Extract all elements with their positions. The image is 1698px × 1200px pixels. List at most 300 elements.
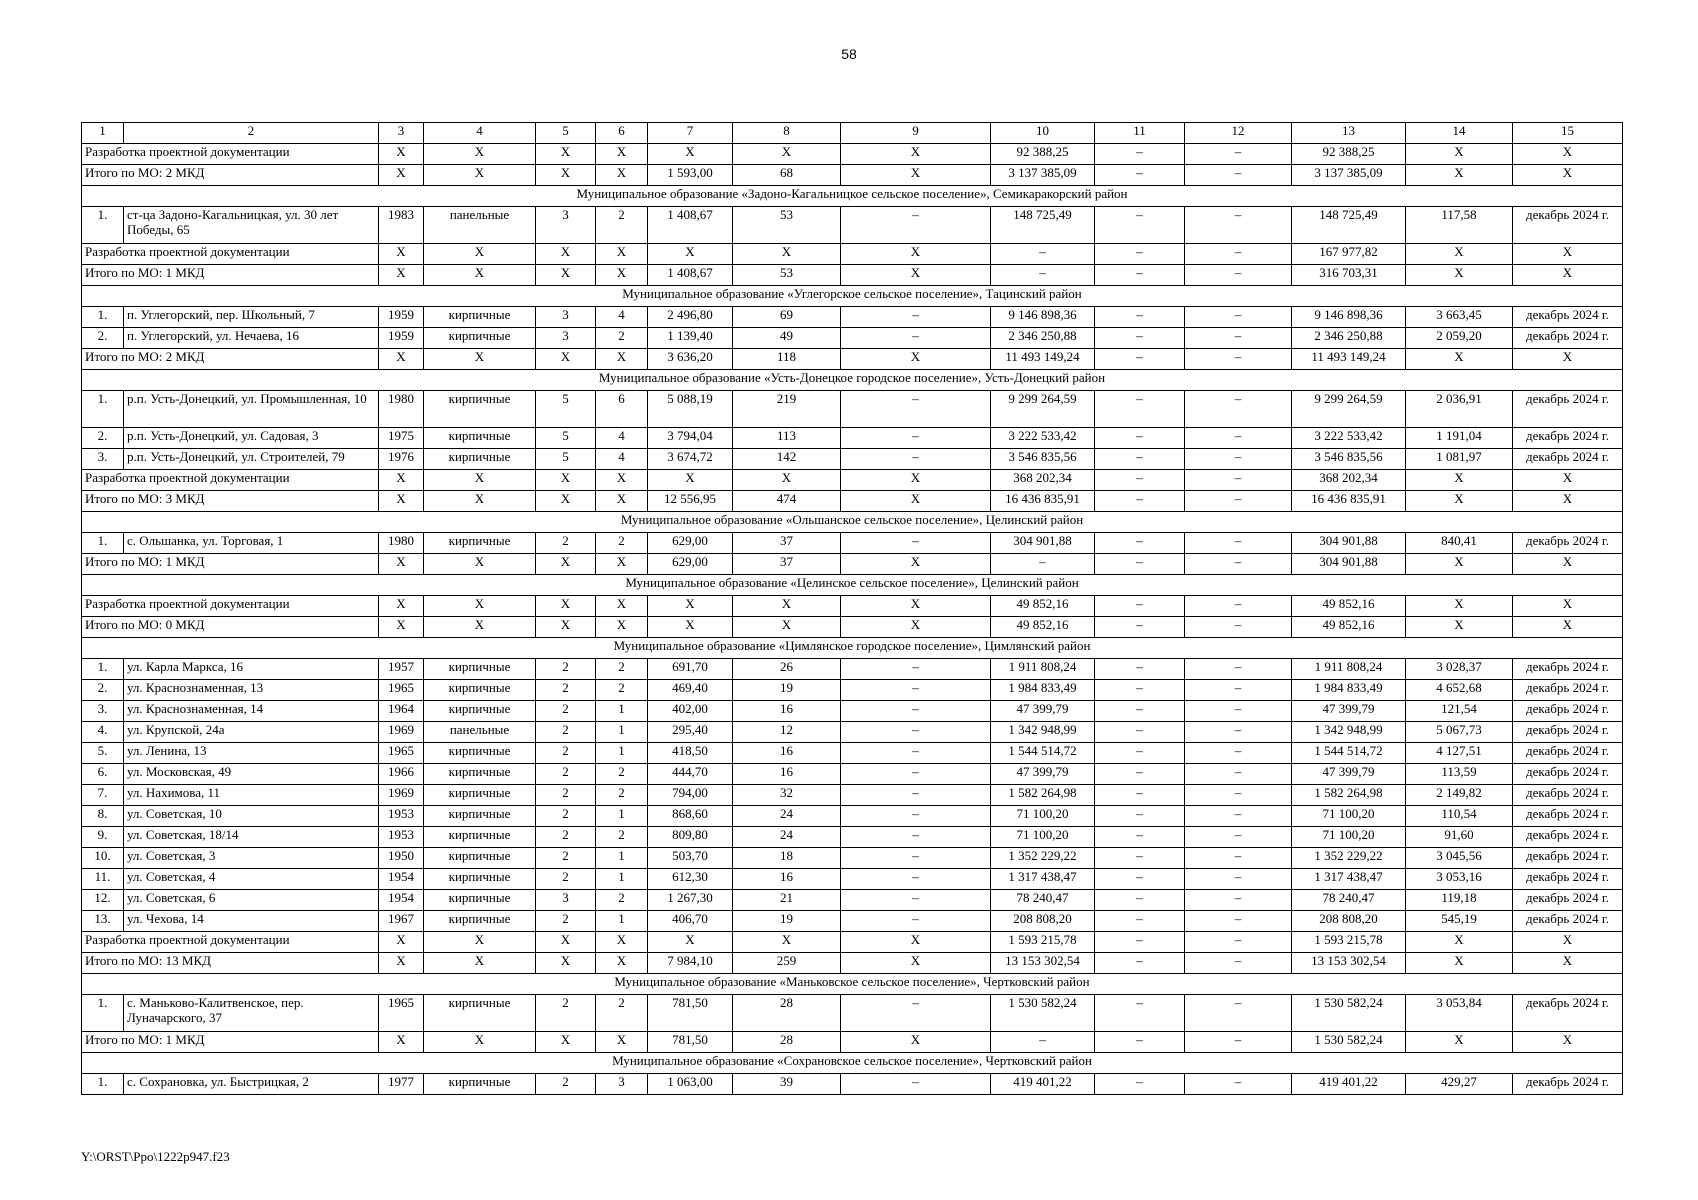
table-cell: X [733,144,841,165]
table-cell: 16 [733,764,841,785]
table-cell: 47 399,79 [1292,764,1406,785]
table-cell: X [733,596,841,617]
table-cell: 2 [596,533,648,554]
table-cell: 429,27 [1406,1074,1513,1095]
table-cell: X [841,932,991,953]
table-cell: панельные [424,722,536,743]
header-cell: 5 [536,123,596,144]
table-cell: 304 901,88 [991,533,1095,554]
table-cell: X [1406,491,1513,512]
table-cell: кирпичные [424,533,536,554]
table-cell: – [1185,307,1292,328]
table-cell: X [648,932,733,953]
table-cell: 2 [536,722,596,743]
address-cell: ул. Краснознаменная, 13 [124,680,379,701]
table-cell: X [536,491,596,512]
table-cell: X [1406,349,1513,370]
table-cell: кирпичные [424,785,536,806]
table-cell: 1954 [379,869,424,890]
table-cell: X [1406,165,1513,186]
row-index: 2. [82,428,124,449]
table-cell: – [1095,207,1185,244]
table-cell: декабрь 2024 г. [1513,659,1623,680]
table-cell: 6 [596,391,648,428]
header-cell: 7 [648,123,733,144]
table-cell: X [596,953,648,974]
table-cell: X [1406,554,1513,575]
table-cell: кирпичные [424,995,536,1032]
table-cell: кирпичные [424,911,536,932]
table-cell: – [1185,1074,1292,1095]
table-row [82,827,1623,848]
table-cell: 1976 [379,449,424,470]
table-cell: декабрь 2024 г. [1513,995,1623,1032]
table-cell: декабрь 2024 г. [1513,533,1623,554]
table-cell: 503,70 [648,848,733,869]
table-cell: X [1513,165,1623,186]
table-cell: 121,54 [1406,701,1513,722]
table-cell: 13 153 302,54 [1292,953,1406,974]
row-label: Итого по МО: 2 МКД [82,349,379,370]
table-cell: X [379,491,424,512]
table-cell: 32 [733,785,841,806]
row-index: 9. [82,827,124,848]
header-cell: 12 [1185,123,1292,144]
table-cell: 1980 [379,533,424,554]
table-cell: 2 036,91 [1406,391,1513,428]
table-cell: 16 [733,701,841,722]
row-label: Итого по МО: 1 МКД [82,1032,379,1053]
table-cell: – [1185,449,1292,470]
table-cell: – [1185,265,1292,286]
table-cell: X [379,144,424,165]
table-cell: – [991,244,1095,265]
table-cell: 49 852,16 [1292,617,1406,638]
table-cell: – [1095,743,1185,764]
table-cell: – [1095,244,1185,265]
table-cell: декабрь 2024 г. [1513,449,1623,470]
header-cell: 1 [82,123,124,144]
table-cell: X [841,554,991,575]
row-index: 11. [82,869,124,890]
row-index: 1. [82,1074,124,1095]
table-cell: 794,00 [648,785,733,806]
table-cell: 1 408,67 [648,207,733,244]
table-cell: – [841,307,991,328]
table-cell: X [841,265,991,286]
table-cell: 2 346 250,88 [991,328,1095,349]
table-cell: X [536,244,596,265]
table-cell: X [424,491,536,512]
table-cell: 28 [733,995,841,1032]
table-cell: 118 [733,349,841,370]
table-cell: – [1185,554,1292,575]
header-cell: 8 [733,123,841,144]
table-cell: 1 [596,743,648,764]
table-cell: X [379,165,424,186]
table-cell: – [1095,890,1185,911]
section-header-row [82,974,1623,995]
table-cell: – [841,827,991,848]
table-cell: 113,59 [1406,764,1513,785]
table-cell: – [1185,1032,1292,1053]
row-index: 12. [82,890,124,911]
table-cell: декабрь 2024 г. [1513,680,1623,701]
table-cell: 2 [536,533,596,554]
section-title: Муниципальное образование «Целинское сельское поселение», Целинский район [82,575,1623,596]
header-cell: 10 [991,123,1095,144]
table-cell: 1 191,04 [1406,428,1513,449]
table-cell: X [1406,265,1513,286]
row-label: Разработка проектной документации [82,470,379,491]
table-cell: – [1095,911,1185,932]
table-cell: 11 493 149,24 [1292,349,1406,370]
table-cell: X [596,554,648,575]
table-cell: X [596,596,648,617]
table-cell: 47 399,79 [1292,701,1406,722]
table-cell: X [1513,1032,1623,1053]
table-cell: 402,00 [648,701,733,722]
table-cell: декабрь 2024 г. [1513,827,1623,848]
table-cell: 69 [733,307,841,328]
table-cell: – [1185,207,1292,244]
table-cell: 1 984 833,49 [991,680,1095,701]
table-cell: 1953 [379,827,424,848]
table-row [82,391,1623,428]
subtotal-row [82,165,1623,186]
table-cell: X [1513,596,1623,617]
table-cell: кирпичные [424,428,536,449]
table-cell: – [1095,449,1185,470]
row-label: Итого по МО: 0 МКД [82,617,379,638]
table-cell: 5 [536,449,596,470]
table-cell: декабрь 2024 г. [1513,328,1623,349]
table-cell: – [1095,554,1185,575]
table-cell: панельные [424,207,536,244]
table-cell: – [1185,722,1292,743]
row-label: Разработка проектной документации [82,932,379,953]
table-cell: 1 [596,701,648,722]
table-row [82,848,1623,869]
table-cell: X [424,596,536,617]
table-cell: 3 [536,890,596,911]
table-cell: 2 [536,869,596,890]
section-header-row [82,512,1623,533]
table-cell: 47 399,79 [991,701,1095,722]
table-cell: – [1095,533,1185,554]
table-cell: 16 436 835,91 [991,491,1095,512]
table-cell: 3 663,45 [1406,307,1513,328]
section-header-row [82,370,1623,391]
table-cell: – [1095,491,1185,512]
table-cell: X [536,470,596,491]
table-cell: 49 852,16 [1292,596,1406,617]
table-cell: 1 544 514,72 [1292,743,1406,764]
table-cell: 2 [536,806,596,827]
table-cell: 24 [733,806,841,827]
table-cell: 1959 [379,328,424,349]
table-cell: 208 808,20 [1292,911,1406,932]
table-cell: 26 [733,659,841,680]
address-cell: ул. Советская, 18/14 [124,827,379,848]
table-cell: – [1095,391,1185,428]
subtotal-row [82,596,1623,617]
table-cell: X [841,349,991,370]
table-cell: 2 [536,995,596,1032]
address-cell: р.п. Усть-Донецкий, ул. Промышленная, 10 [124,391,379,428]
table-cell: 24 [733,827,841,848]
row-index: 6. [82,764,124,785]
table-cell: X [841,470,991,491]
table-cell: X [596,470,648,491]
table-cell: X [1513,144,1623,165]
table-cell: X [1406,1032,1513,1053]
address-cell: ул. Советская, 3 [124,848,379,869]
row-label: Итого по МО: 3 МКД [82,491,379,512]
table-cell: 71 100,20 [991,827,1095,848]
subtotal-row [82,554,1623,575]
table-cell: – [1185,701,1292,722]
row-label: Разработка проектной документации [82,144,379,165]
table-cell: 71 100,20 [991,806,1095,827]
table-cell: – [1095,307,1185,328]
table-cell: кирпичные [424,848,536,869]
table-cell: кирпичные [424,307,536,328]
table-cell: 5 [536,428,596,449]
table-cell: – [1095,659,1185,680]
table-cell: – [1185,491,1292,512]
table-cell: – [1185,165,1292,186]
table-row [82,428,1623,449]
table-cell: – [841,890,991,911]
table-cell: 113 [733,428,841,449]
table-cell: X [1406,470,1513,491]
table-cell: 71 100,20 [1292,806,1406,827]
table-cell: X [536,596,596,617]
table-cell: – [1095,165,1185,186]
table-cell: – [1185,391,1292,428]
table-cell: 2 [596,995,648,1032]
table-cell: 148 725,49 [1292,207,1406,244]
table-cell: X [536,349,596,370]
table-cell: – [1185,827,1292,848]
table-cell: кирпичные [424,680,536,701]
table-cell: – [1185,328,1292,349]
table-cell: 2 [536,701,596,722]
table-cell: 68 [733,165,841,186]
table-cell: – [841,911,991,932]
table-cell: – [1185,349,1292,370]
table-cell: 3 053,84 [1406,995,1513,1032]
section-title: Муниципальное образование «Маньковское сельское поселение», Чертковский район [82,974,1623,995]
table-cell: 1967 [379,911,424,932]
table-cell: 39 [733,1074,841,1095]
table-cell: 2 [596,764,648,785]
address-cell: ул. Чехова, 14 [124,911,379,932]
address-cell: ул. Советская, 6 [124,890,379,911]
table-cell: X [596,932,648,953]
table-cell: X [841,1032,991,1053]
table-cell: 49 [733,328,841,349]
address-cell: р.п. Усть-Донецкий, ул. Садовая, 3 [124,428,379,449]
table-cell: X [424,554,536,575]
table-cell: X [1513,470,1623,491]
table-cell: X [1406,596,1513,617]
table-cell: кирпичные [424,659,536,680]
table-row [82,659,1623,680]
table-cell: 1977 [379,1074,424,1095]
table-cell: – [841,764,991,785]
table-cell: 142 [733,449,841,470]
table-cell: 1 352 229,22 [991,848,1095,869]
table-cell: 1954 [379,890,424,911]
table-cell: – [1095,995,1185,1032]
table-cell: – [1185,911,1292,932]
table-cell: 37 [733,533,841,554]
header-cell: 9 [841,123,991,144]
table-cell: 1 [596,722,648,743]
table-cell: 1 408,67 [648,265,733,286]
subtotal-row [82,470,1623,491]
address-cell: ул. Краснознаменная, 14 [124,701,379,722]
table-cell: 1 530 582,24 [1292,1032,1406,1053]
table-cell: – [1095,470,1185,491]
table-cell: 28 [733,1032,841,1053]
table-cell: 612,30 [648,869,733,890]
table-cell: X [596,617,648,638]
table-cell: 167 977,82 [1292,244,1406,265]
row-index: 1. [82,533,124,554]
table-cell: X [379,953,424,974]
table-cell: – [841,869,991,890]
table-cell: X [536,165,596,186]
table-cell: X [596,349,648,370]
table-cell: – [991,1032,1095,1053]
table-cell: 49 852,16 [991,617,1095,638]
table-cell: X [1513,349,1623,370]
table-cell: – [841,533,991,554]
table-cell: – [841,785,991,806]
table-cell: – [1185,596,1292,617]
table-cell: 1 582 264,98 [1292,785,1406,806]
table-row [82,1074,1623,1095]
table-cell: – [841,207,991,244]
table-cell: 110,54 [1406,806,1513,827]
table-cell: 1 530 582,24 [991,995,1095,1032]
table-cell: X [536,617,596,638]
section-title: Муниципальное образование «Углегорское сельское поселение», Тацинский район [82,286,1623,307]
table-cell: X [424,617,536,638]
table-cell: 1 317 438,47 [991,869,1095,890]
table-row [82,806,1623,827]
table-cell: – [1185,659,1292,680]
table-cell: 2 [596,890,648,911]
table-cell: 3 [596,1074,648,1095]
table-cell: X [424,1032,536,1053]
table-cell: 1 544 514,72 [991,743,1095,764]
table-cell: – [1095,617,1185,638]
address-cell: п. Углегорский, ул. Нечаева, 16 [124,328,379,349]
table-cell: декабрь 2024 г. [1513,307,1623,328]
table-cell: – [1185,995,1292,1032]
table-cell: декабрь 2024 г. [1513,722,1623,743]
table-cell: X [536,953,596,974]
table-row [82,869,1623,890]
subtotal-row [82,349,1623,370]
table-cell: 1983 [379,207,424,244]
table-cell: 1 984 833,49 [1292,680,1406,701]
table-cell: X [648,244,733,265]
table-cell: – [1095,827,1185,848]
table-cell: – [1095,1074,1185,1095]
table-cell: декабрь 2024 г. [1513,806,1623,827]
table-cell: X [1513,554,1623,575]
table-cell: 16 [733,869,841,890]
header-cell: 11 [1095,123,1185,144]
table-cell: 5 [536,391,596,428]
table-cell: – [1185,764,1292,785]
table-cell: 1969 [379,785,424,806]
table-cell: – [1185,533,1292,554]
row-label: Разработка проектной документации [82,244,379,265]
table-cell: – [1185,953,1292,974]
table-cell: 47 399,79 [991,764,1095,785]
row-label: Итого по МО: 1 МКД [82,554,379,575]
table-cell: – [1095,953,1185,974]
table-cell: X [1513,932,1623,953]
table-cell: 3 053,16 [1406,869,1513,890]
table-cell: – [841,449,991,470]
table-row [82,701,1623,722]
table-cell: 1 352 229,22 [1292,848,1406,869]
table-cell: кирпичные [424,827,536,848]
table-cell: кирпичные [424,890,536,911]
table-row [82,995,1623,1032]
row-label: Итого по МО: 2 МКД [82,165,379,186]
table-cell: 78 240,47 [991,890,1095,911]
table-cell: 3 028,37 [1406,659,1513,680]
table-cell: – [1095,596,1185,617]
table-cell: 2 346 250,88 [1292,328,1406,349]
table-cell: кирпичные [424,1074,536,1095]
table-cell: – [1185,743,1292,764]
table-cell: – [1095,785,1185,806]
table-cell: 78 240,47 [1292,890,1406,911]
table-cell: 2 [596,659,648,680]
table-cell: – [991,554,1095,575]
table-cell: 868,60 [648,806,733,827]
table-cell: кирпичные [424,764,536,785]
address-cell: ул. Ленина, 13 [124,743,379,764]
table-cell: X [841,617,991,638]
table-cell: – [1095,869,1185,890]
table-row [82,449,1623,470]
table-cell: – [1185,785,1292,806]
table-cell: декабрь 2024 г. [1513,848,1623,869]
subtotal-row [82,953,1623,974]
table-cell: 13 153 302,54 [991,953,1095,974]
table-cell: X [733,470,841,491]
table-cell: – [1095,328,1185,349]
table-cell: 2 [536,827,596,848]
table-cell: 444,70 [648,764,733,785]
table-cell: 117,58 [1406,207,1513,244]
table-cell: 4 [596,449,648,470]
table-cell: – [1095,1032,1185,1053]
table-cell: 1964 [379,701,424,722]
table-cell: X [648,470,733,491]
table-cell: декабрь 2024 г. [1513,428,1623,449]
